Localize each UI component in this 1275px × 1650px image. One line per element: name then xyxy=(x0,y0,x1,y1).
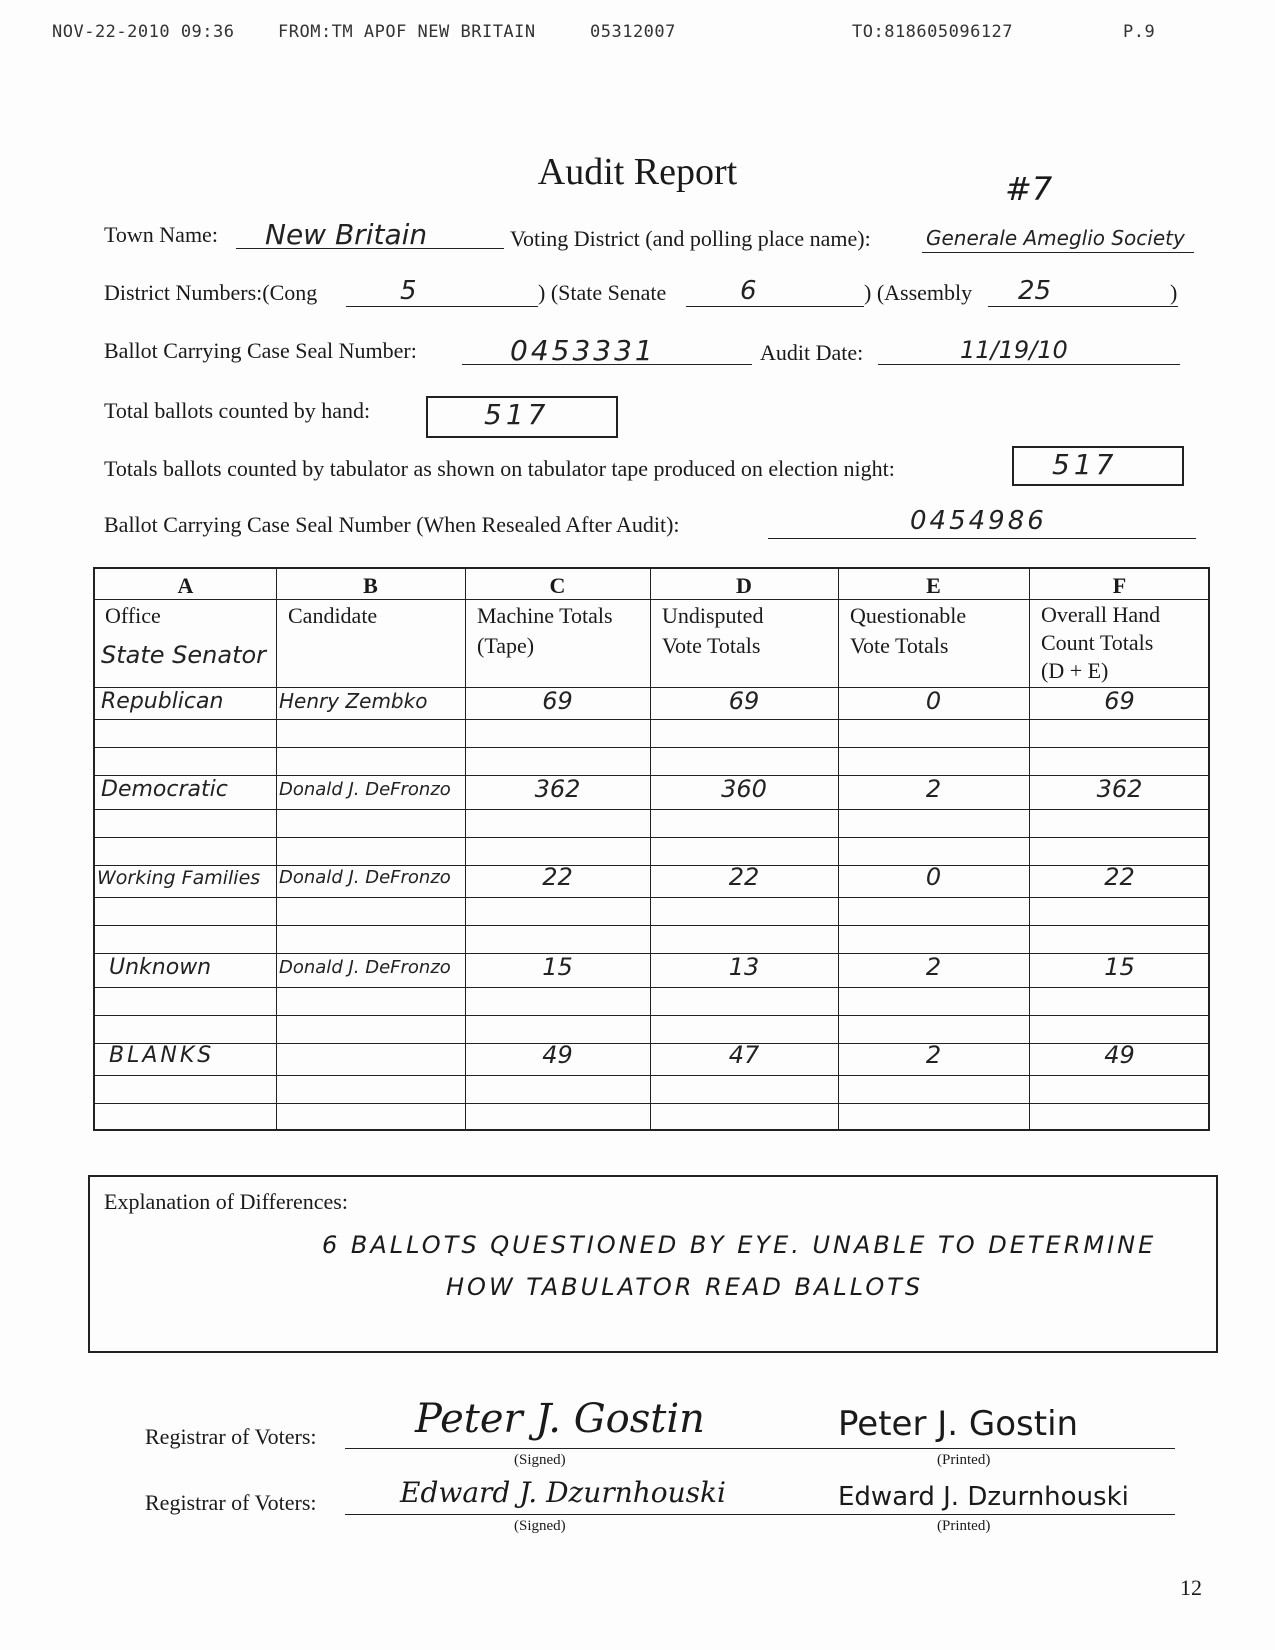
undisputed-cell: 360 xyxy=(721,775,767,803)
questionable-cell: 0 xyxy=(925,687,942,715)
row-line xyxy=(95,719,1208,720)
col-letter-f: F xyxy=(1112,573,1127,598)
reseal-underline xyxy=(768,538,1196,539)
header-candidate-line: Candidate xyxy=(288,603,378,628)
row-line xyxy=(95,1075,1208,1076)
row-line xyxy=(95,897,1208,898)
header-questionable xyxy=(850,601,966,661)
party-cell: Working Families xyxy=(97,867,261,889)
overall-cell: 69 xyxy=(1104,687,1135,715)
machine-cell: 49 xyxy=(542,1041,573,1069)
signed-caption: (Signed) xyxy=(514,1452,566,1468)
overall-cell: 362 xyxy=(1096,775,1143,803)
district-value: Generale Ameglio Society xyxy=(926,226,1185,250)
reseal-value: 0454986 xyxy=(910,506,1047,536)
col-letter-e: E xyxy=(926,573,941,598)
vote-totals-table xyxy=(93,567,1210,1131)
town-value: New Britain xyxy=(265,218,428,251)
fax-datetime: NOV-22-2010 09:36 xyxy=(52,22,235,42)
hand-count-value: 517 xyxy=(484,398,550,431)
senate-value: 6 xyxy=(740,276,757,306)
row-line xyxy=(95,1015,1208,1016)
questionable-cell: 2 xyxy=(925,775,942,803)
row-line xyxy=(95,925,1208,926)
assembly-value: 25 xyxy=(1018,276,1052,306)
header-line: Questionable xyxy=(850,603,967,628)
fax-to: TO:818605096127 xyxy=(852,22,1014,42)
row-line xyxy=(95,809,1208,810)
overall-cell: 15 xyxy=(1104,953,1135,981)
party-cell: Republican xyxy=(101,689,224,714)
machine-cell: 69 xyxy=(542,687,573,715)
undisputed-cell: 13 xyxy=(728,953,760,981)
registrar-printed-name: Edward J. Dzurnhouski xyxy=(838,1482,1129,1512)
header-line: Machine Totals xyxy=(477,603,613,628)
header-office xyxy=(105,601,161,631)
header-line: Vote Totals xyxy=(662,633,761,658)
registrar-underline xyxy=(345,1448,1175,1449)
cong-value: 5 xyxy=(400,276,417,306)
fax-header xyxy=(0,22,1275,48)
assembly-close: ) xyxy=(1170,280,1178,305)
candidate-cell: Donald J. DeFronzo xyxy=(279,957,451,978)
questionable-cell: 2 xyxy=(925,1041,942,1069)
district-numbers-label: District Numbers:(Cong xyxy=(104,280,318,305)
col-letter-b: B xyxy=(363,573,378,598)
assembly-label: ) (Assembly xyxy=(864,280,973,305)
reseal-label: Ballot Carrying Case Seal Number (When Resealed After Audit): xyxy=(104,512,680,537)
candidate-cell: Donald J. DeFronzo xyxy=(279,867,451,888)
header-line: Count Totals xyxy=(1041,630,1154,655)
candidate-cell: Henry Zembko xyxy=(279,689,428,713)
fax-from: FROM:TM APOF NEW BRITAIN xyxy=(278,22,536,42)
hand-count-label: Total ballots counted by hand: xyxy=(104,398,371,423)
header-undisputed xyxy=(662,601,763,661)
row-line xyxy=(95,747,1208,748)
machine-cell: 15 xyxy=(542,953,573,981)
questionable-cell: 0 xyxy=(925,863,942,891)
page-title: Audit Report xyxy=(537,151,738,193)
district-underline xyxy=(922,252,1194,253)
signed-caption: (Signed) xyxy=(514,1518,566,1534)
undisputed-cell: 69 xyxy=(728,687,760,715)
overall-cell: 22 xyxy=(1104,863,1135,891)
tabulator-label: Totals ballots counted by tabulator as shown on tabulator tape produced on election night: xyxy=(104,456,895,481)
fax-page: P.9 xyxy=(1123,22,1156,42)
machine-cell: 362 xyxy=(534,775,581,803)
registrar-underline xyxy=(345,1514,1175,1515)
header-line: Overall Hand xyxy=(1041,602,1161,627)
party-cell: Democratic xyxy=(101,777,228,802)
questionable-cell: 2 xyxy=(925,953,942,981)
header-candidate xyxy=(288,601,377,631)
audit-date-value: 11/19/10 xyxy=(960,336,1068,364)
office-value: State Senator xyxy=(101,641,267,669)
row-line xyxy=(95,987,1208,988)
party-cell: BLANKS xyxy=(109,1043,215,1068)
seal-label: Ballot Carrying Case Seal Number: xyxy=(104,338,417,363)
row-line xyxy=(95,837,1208,838)
header-overall xyxy=(1041,601,1160,685)
header-office-line: Office xyxy=(105,603,161,628)
undisputed-cell: 22 xyxy=(728,863,760,891)
cong-underline xyxy=(346,306,538,307)
explanation-label: Explanation of Differences: xyxy=(104,1189,348,1214)
audit-date-underline xyxy=(878,364,1180,365)
tabulator-value: 517 xyxy=(1052,448,1118,481)
registrar-signature: Peter J. Gostin xyxy=(415,1396,705,1442)
header-line: (Tape) xyxy=(477,633,535,658)
row-line xyxy=(95,1103,1208,1104)
report-number: #7 xyxy=(1005,170,1053,208)
senate-underline xyxy=(686,306,864,307)
registrar-label: Registrar of Voters: xyxy=(145,1424,317,1449)
header-line: Undisputed xyxy=(662,603,764,628)
registrar-signature: Edward J. Dzurnhouski xyxy=(400,1476,726,1509)
explanation-line-2: HOW TABULATOR READ BALLOTS xyxy=(446,1273,924,1301)
town-label: Town Name: xyxy=(104,222,218,247)
fax-from-number: 05312007 xyxy=(590,22,676,42)
seal-value: 0453331 xyxy=(510,334,656,367)
district-label: Voting District (and polling place name): xyxy=(510,226,871,251)
col-divider xyxy=(276,569,277,1129)
undisputed-cell: 47 xyxy=(728,1041,760,1069)
candidate-cell: Donald J. DeFronzo xyxy=(279,779,451,800)
printed-caption: (Printed) xyxy=(937,1452,991,1468)
printed-caption: (Printed) xyxy=(937,1518,991,1534)
header-line: (D + E) xyxy=(1041,658,1109,683)
explanation-line-1: 6 BALLOTS QUESTIONED BY EYE. UNABLE TO DETERMINE xyxy=(322,1231,1157,1259)
audit-date-label: Audit Date: xyxy=(760,340,864,365)
overall-cell: 49 xyxy=(1104,1041,1135,1069)
page-number: 12 xyxy=(1180,1575,1202,1600)
col-letter-a: A xyxy=(177,573,194,598)
explanation-box xyxy=(88,1175,1218,1353)
header-line: Vote Totals xyxy=(850,633,949,658)
header-machine-totals xyxy=(477,601,613,661)
registrar-printed-name: Peter J. Gostin xyxy=(838,1404,1079,1444)
registrar-label: Registrar of Voters: xyxy=(145,1490,317,1515)
party-cell: Unknown xyxy=(109,955,212,980)
assembly-underline xyxy=(988,306,1178,307)
senate-label: ) (State Senate xyxy=(538,280,667,305)
col-letter-c: C xyxy=(549,573,566,598)
col-letter-d: D xyxy=(736,573,752,598)
machine-cell: 22 xyxy=(542,863,573,891)
letter-row-divider xyxy=(95,599,1208,600)
